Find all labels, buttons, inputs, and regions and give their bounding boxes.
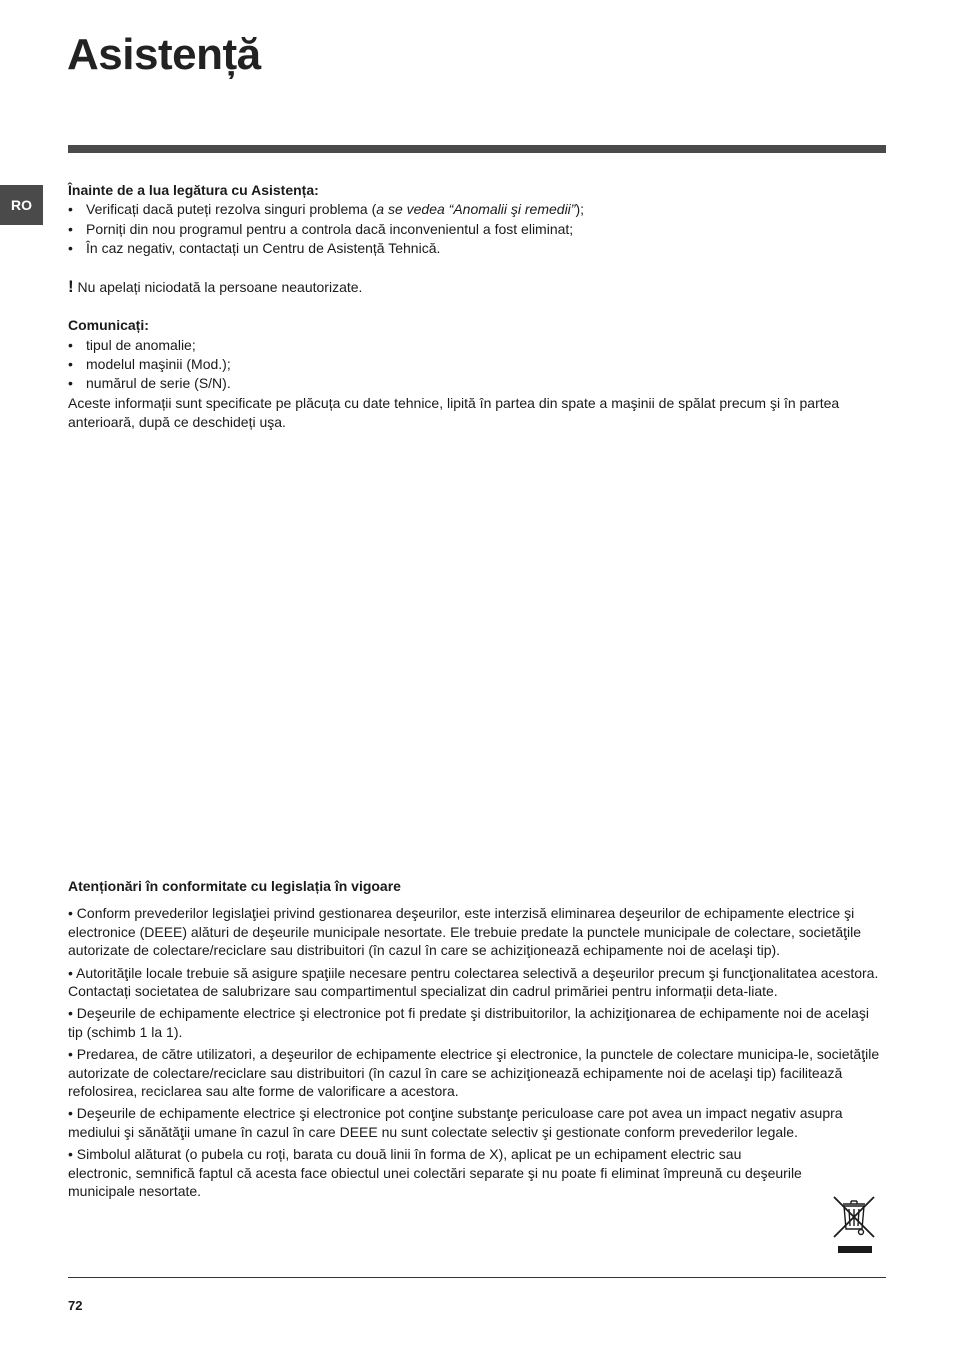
exclamation-icon: ! <box>68 277 74 297</box>
cross-reference: a se vedea “Anomalii şi remedii” <box>376 201 576 218</box>
legal-paragraph: • Simbolul alăturat (o pubela cu roți, barata cu două linii în forma de X), aplicat pe un echipament electric sau electronic, semnifică faptul că acesta face obiectul unei colectări separate şi nu poate fi eliminat împreună cu deşeurile municipale nesortate. <box>68 1146 802 1200</box>
footer-divider <box>68 1277 886 1278</box>
list-item: • tipul de anomalie; <box>68 336 868 355</box>
communicate-list <box>68 336 868 394</box>
legal-paragraph: • Predarea, de către utilizatori, a deşeurilor de echipamente electrice şi electronice, la punctele de colectare municipa-le, societăţile autorizate de colectare/reciclare sau distribuitori (în cazul în care se achiziţionează echipamente noi de acelaşi tip) facilitează refolosirea, reciclarea sau alte forme de valorificare a acestora. <box>68 1046 880 1100</box>
title-divider <box>68 145 886 153</box>
legal-paragraph: • Deşeurile de echipamente electrice şi electronice pot conţine substanţe periculoase care pot avea un impact negativ asupra mediului şi sănătăţii umane în cazul în care DEEE nu sunt colectate selectiv şi gestionate conform prevederilor legale. <box>68 1105 843 1140</box>
list-item: • Verificați dacă puteți rezolva singuri problema (a se vedea “Anomalii şi remedii”); <box>68 200 868 219</box>
legal-notices-section <box>68 877 886 1205</box>
page-title: Asistență <box>67 30 261 79</box>
list-item: • Porniți din nou programul pentru a controla dacă inconvenientul a fost eliminat; <box>68 220 868 239</box>
legal-heading: Atenționări în conformitate cu legislația în vigoare <box>68 878 401 894</box>
legal-paragraph: • Autorităţile locale trebuie să asigure spaţiile necesare pentru colectarea selectivă a deşeurilor precum şi funcţionalitatea acestora. Contactați societatea de salubrizare sau compartimentul specializat din cadrul primăriei pentru informații deta-liate. <box>68 964 879 1000</box>
warning-note: ! Nu apelați niciodată la persoane neautorizate. <box>68 277 363 297</box>
rating-plate-note: Aceste informații sunt specificate pe plăcuța cu date tehnice, lipită în partea din spate a maşinii de spălat precum şi în partea anterioară, după ce deschideți uşa. <box>68 394 840 430</box>
list-item: • modelul maşinii (Mod.); <box>68 355 868 374</box>
list-item: • În caz negativ, contactați un Centru de Asistență Tehnică. <box>68 239 868 258</box>
communicate-heading: Comunicați: <box>68 317 149 334</box>
before-contact-heading: Înainte de a lua legătura cu Asistența: <box>68 182 319 198</box>
page-number: 72 <box>68 1298 83 1313</box>
language-tab: RO <box>0 185 43 225</box>
assistance-section <box>68 181 868 432</box>
legal-paragraph: • Conform prevederilor legislaţiei privind gestionarea deşeurilor, este interzisă eliminarea deşeurilor de echipamente electrice şi electronice (DEEE) alături de deşeurile municipale nesortate. Ele trebuie predate la punctele municipale de colectare, societăţile autorizate de colectare/reciclare sau distribuitori (în cazul în care se achiziţionează echipamente noi de acelaşi tip). <box>68 905 861 959</box>
legal-paragraph: • Deşeurile de echipamente electrice şi electronice pot fi predate şi distribuitorilor, la achiziţionarea de echipamente noi de acelaşi tip (schimb 1 la 1). <box>68 1005 870 1040</box>
before-contact-list <box>68 200 868 258</box>
list-item: • numărul de serie (S/N). <box>68 374 868 393</box>
crossed-out-wheelie-bin-icon <box>832 1195 876 1255</box>
